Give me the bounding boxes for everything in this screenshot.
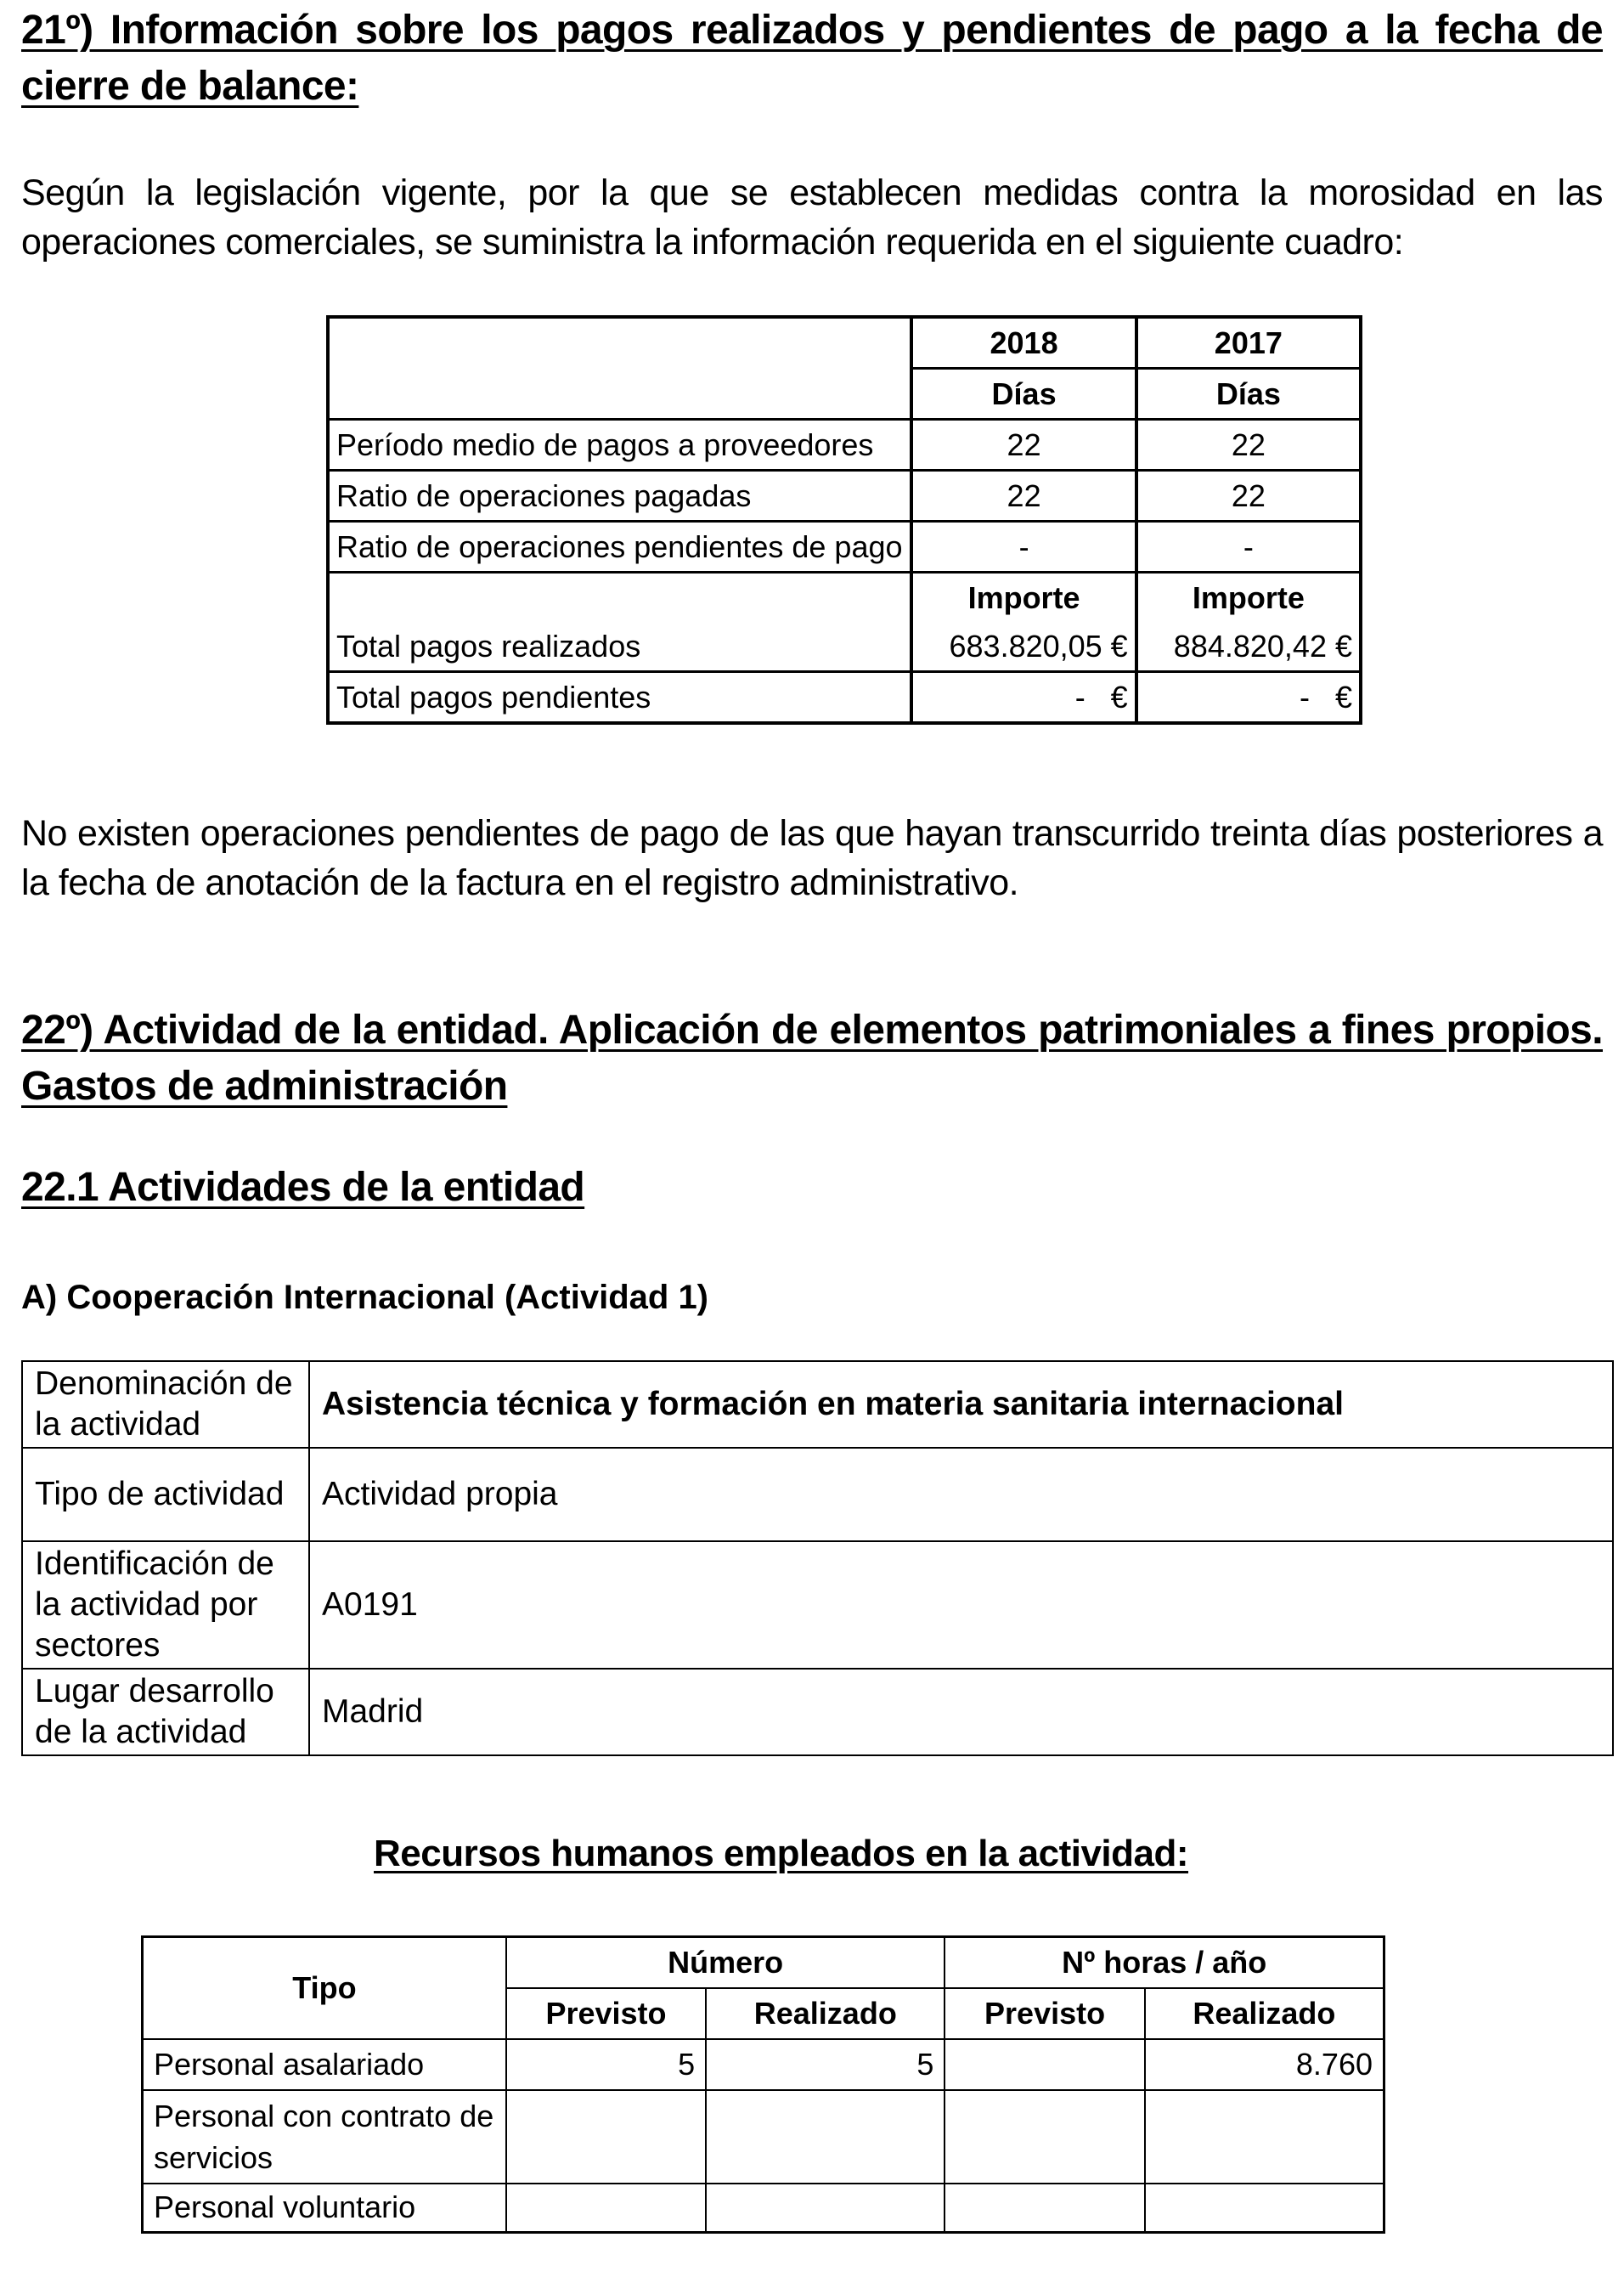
value-2017: 884.820,42 €: [1136, 622, 1361, 672]
section-22-1-subtitle: 22.1 Actividades de la entidad: [21, 1165, 585, 1210]
activity-table: [21, 1360, 1614, 1756]
activity-label: Denominación de la actividad: [22, 1361, 309, 1448]
value-2017: -: [1136, 522, 1361, 573]
row-label: Total pagos pendientes: [328, 672, 911, 724]
activity-label: Lugar desarrollo de la actividad: [22, 1669, 309, 1755]
table-row: [22, 1669, 1613, 1755]
value-2017: 22: [1136, 420, 1361, 471]
section-22-title: 22º) Actividad de la entidad. Aplicación de elementos patrimoniales a fines propios. Gastos de administración: [21, 1008, 1603, 1109]
sub-realizado: Realizado: [1145, 1988, 1384, 2039]
hr-h-prev: [945, 2090, 1144, 2184]
hr-h-prev: [945, 2039, 1144, 2090]
value-2018: 22: [911, 420, 1136, 471]
table-row: [143, 2090, 1384, 2184]
table-row: [22, 1361, 1613, 1448]
col-numero-header: Número: [506, 1937, 945, 1988]
year-2017-header: 2017: [1136, 317, 1361, 369]
sub-realizado: Realizado: [706, 1988, 945, 2039]
unit-days-2018: Días: [911, 369, 1136, 420]
unit-amount-2018: Importe: [911, 573, 1136, 623]
value-2017: 22: [1136, 471, 1361, 522]
activity-label: Identificación de la actividad por sectores: [22, 1541, 309, 1669]
sub-previsto: Previsto: [945, 1988, 1144, 2039]
row-label: Total pagos realizados: [336, 628, 641, 664]
hr-h-real: [1145, 2090, 1384, 2184]
table-row: [328, 471, 1361, 522]
unit-amount-2017: Importe: [1136, 573, 1361, 623]
table-row: [328, 522, 1361, 573]
table-row: [143, 2184, 1384, 2233]
hr-tipo: Personal con contrato de servicios: [143, 2090, 506, 2184]
sub-previsto: Previsto: [506, 1988, 706, 2039]
activity-value: A0191: [309, 1541, 1613, 1669]
activity-value: Actividad propia: [309, 1448, 1613, 1541]
hr-num-real: 5: [706, 2039, 945, 2090]
col-tipo-header: Tipo: [143, 1937, 506, 2039]
hr-num-real: [706, 2090, 945, 2184]
table-row: [328, 672, 1361, 724]
col-horas-header: Nº horas / año: [945, 1937, 1384, 1988]
hr-title: Recursos humanos empleados en la actividad:: [374, 1833, 1189, 1874]
section-21-title: 21º) Información sobre los pagos realizados y pendientes de pago a la fecha de cierre de balance:: [21, 8, 1603, 109]
unit-days-2017: Días: [1136, 369, 1361, 420]
activity-value: Asistencia técnica y formación en materia sanitaria internacional: [309, 1361, 1613, 1448]
table-row: [328, 420, 1361, 471]
hr-h-real: [1145, 2184, 1384, 2233]
empty-header-cell: [328, 317, 911, 369]
table-row: [143, 2039, 1384, 2090]
hr-num-prev: [506, 2184, 706, 2233]
activity-label: Tipo de actividad: [22, 1448, 309, 1541]
section-21-intro: Según la legislación vigente, por la que se establecen medidas contra la morosidad en las operaciones comerciales, se suministra la información requerida en el siguiente cuadro:: [21, 172, 1603, 263]
table-row: [328, 622, 1361, 672]
table-row: [22, 1541, 1613, 1669]
value-2018: - €: [911, 672, 1136, 724]
year-2018-header: 2018: [911, 317, 1136, 369]
hr-h-real: 8.760: [1145, 2039, 1384, 2090]
value-2018: 22: [911, 471, 1136, 522]
hr-num-real: [706, 2184, 945, 2233]
hr-h-prev: [945, 2184, 1144, 2233]
hr-num-prev: [506, 2090, 706, 2184]
row-label: Ratio de operaciones pendientes de pago: [328, 522, 911, 573]
payments-table: [326, 315, 1362, 725]
hr-num-prev: 5: [506, 2039, 706, 2090]
table-row: [22, 1448, 1613, 1541]
activity-heading: A) Cooperación Internacional (Actividad 1): [21, 1279, 709, 1316]
activity-value: Madrid: [309, 1669, 1613, 1755]
hr-tipo: Personal voluntario: [143, 2184, 506, 2233]
hr-tipo: Personal asalariado: [143, 2039, 506, 2090]
row-label: Período medio de pagos a proveedores: [328, 420, 911, 471]
value-2017: - €: [1136, 672, 1361, 724]
row-label: Ratio de operaciones pagadas: [328, 471, 911, 522]
value-2018: 683.820,05 €: [911, 622, 1136, 672]
hr-table: [141, 1935, 1385, 2234]
value-2018: -: [911, 522, 1136, 573]
section-21-note: No existen operaciones pendientes de pago de las que hayan transcurrido treinta días posteriores a la fecha de anotación de la factura en el registro administrativo.: [21, 813, 1603, 903]
